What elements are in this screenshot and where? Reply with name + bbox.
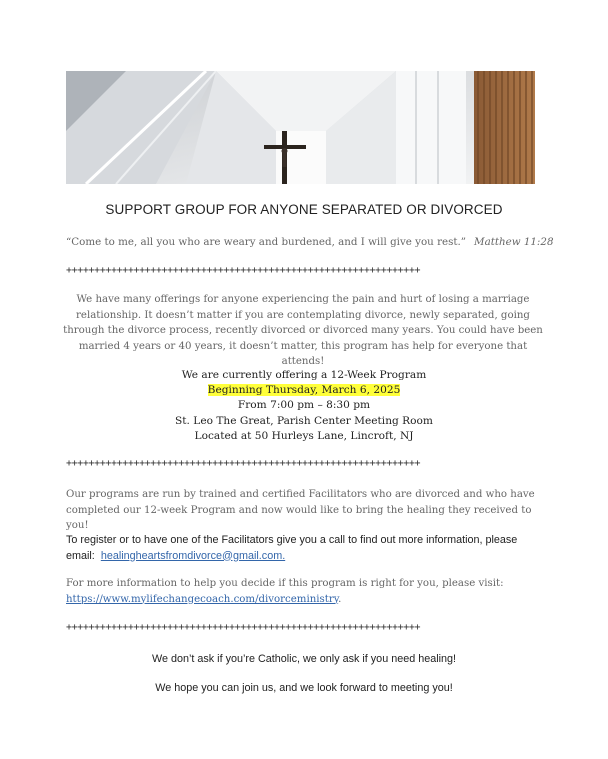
offer-line-program: We are currently offering a 12-Week Program [181, 369, 427, 381]
quote-reference: Matthew 11:28 [474, 236, 554, 248]
register-paragraph [66, 533, 546, 564]
offer-line-venue: St. Leo The Great, Parish Center Meeting Room [175, 414, 433, 427]
divider-top: +++++++++++++++++++++++++++++++++++++++++++++++++++++++++++++++ [66, 265, 421, 276]
website-link-suffix: . [338, 593, 342, 605]
closing-line-invite: We hope you can join us, and we look forward to meeting you! [155, 682, 453, 694]
crucifix-chapel-photo-icon [66, 71, 535, 184]
header-image [66, 71, 535, 184]
facilitators-paragraph: Our programs are run by trained and certified Facilitators who are divorced and who have completed our 12-week Program and now would like to bring the healing they received to you! [66, 489, 535, 531]
offer-line-start-date: Beginning Thursday, March 6, 2025 [207, 384, 401, 397]
intro-paragraph: We have many offerings for anyone experiencing the pain and hurt of losing a marriage relationship. It doesn’t matter if you are contemplating divorce, newly separated, going through the divorce process, recently divorced or divorced many years. You could have been married 4 years or 40 years, it doesn’t matter, this program has help for everyone that attends! [63, 294, 543, 367]
website-link[interactable]: https://www.mylifechangecoach.com/divorceministry [66, 593, 339, 605]
quote-text: “Come to me, all you who are weary and burdened, and I will give you rest.” [66, 236, 467, 248]
closing-line-catholic: We don’t ask if you’re Catholic, we only ask if you need healing! [151, 653, 457, 665]
more-info-text: For more information to help you decide if this program is right for you, please visit: [66, 578, 504, 589]
program-details [0, 368, 608, 444]
divider-bottom: +++++++++++++++++++++++++++++++++++++++++++++++++++++++++++++++ [66, 622, 421, 633]
offer-line-time: From 7:00 pm – 8:30 pm [237, 399, 371, 412]
page-title: SUPPORT GROUP FOR ANYONE SEPARATED OR DIVORCED [105, 202, 503, 217]
more-info-paragraph [66, 576, 546, 607]
scripture-quote [66, 236, 554, 248]
email-link[interactable]: healingheartsfromdivorce@gmail.com. [100, 549, 286, 562]
offer-line-address: Located at 50 Hurleys Lane, Lincroft, NJ [194, 429, 414, 442]
divider-middle: +++++++++++++++++++++++++++++++++++++++++++++++++++++++++++++++ [66, 458, 421, 469]
register-text: To register or to have one of the Facilitators give you a call to find out more information, please email: [66, 534, 518, 562]
